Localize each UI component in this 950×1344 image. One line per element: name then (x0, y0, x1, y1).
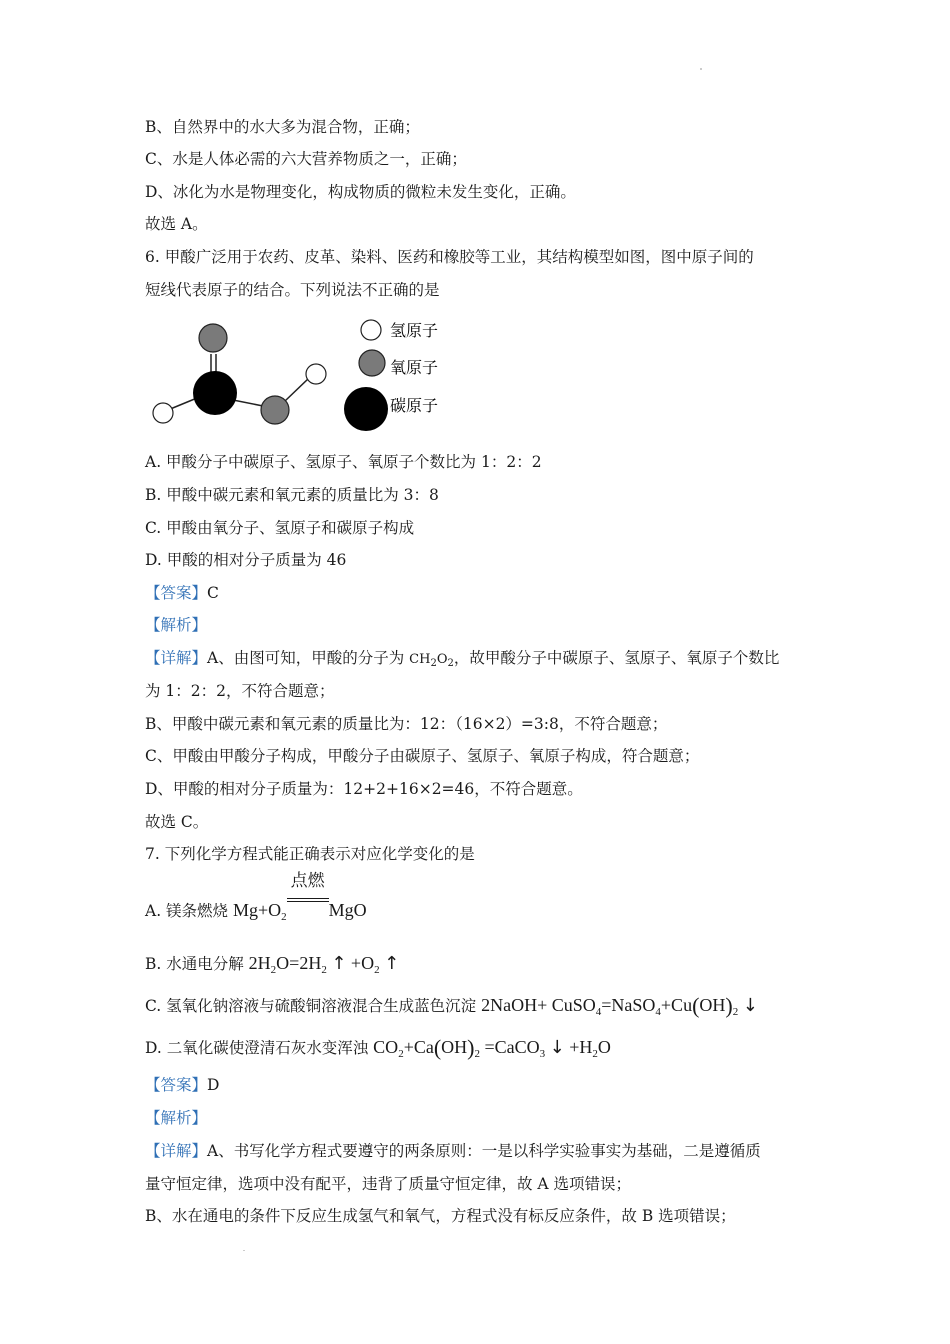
detail-line: 量守恒定律，选项中没有配平，违背了质量守恒定律，故 A 选项错误； (145, 1175, 632, 1193)
text-line: B、自然界中的水大多为混合物，正确； (145, 118, 420, 136)
q7-option-c (145, 994, 758, 1017)
speck (700, 68, 702, 70)
detail-line: B、甲酸中碳元素和氧元素的质量比为：12：（16×2）=3:8，不符合题意； (145, 715, 668, 733)
detail-text: ，故甲酸分子中碳原子、氢原子、氧原子个数比 (453, 649, 780, 667)
legend-carbon-swatch (344, 387, 388, 431)
equation: $2H_2O=2H_2$ ↑ $+O_2$ ↑ (248, 953, 400, 976)
option-label: C. 氢氧化钠溶液与硫酸铜溶液混合生成蓝色沉淀 (145, 997, 482, 1015)
answer-tag: 【答案】 (145, 1076, 208, 1094)
legend-carbon: 碳原子 (390, 396, 439, 415)
legend-hydrogen: 氢原子 (390, 321, 439, 340)
detail-line (145, 647, 779, 671)
oxygen-atom (199, 324, 227, 352)
detail-text: A、书写化学方程式要遵守的两条原则：一是以科学实验事实为基础，二是遵循质 (207, 1142, 761, 1160)
equation: $CO_2+Ca(OH)_2$ =CaCO$_3$ ↓ $+H_2O$ (373, 1035, 611, 1060)
detail-line: 为 1：2：2，不符合题意； (145, 682, 335, 700)
equation: $Mg+O_2$ 点燃 MgO (232, 871, 367, 923)
option-a: A. 甲酸分子中碳原子、氢原子、氧原子个数比为 1：2：2 (145, 453, 542, 471)
q7-option-d (145, 1036, 611, 1059)
legend-oxygen: 氧原子 (390, 358, 439, 377)
hydrogen-atom (153, 403, 173, 423)
option-label: D. 二氧化碳使澄清石灰水变浑浊 (145, 1039, 374, 1057)
answer-value: D (207, 1076, 220, 1094)
detail-tag: 【详解】 (145, 1142, 208, 1160)
legend-hydrogen-swatch (361, 320, 381, 340)
oxygen-atom (261, 396, 289, 424)
answer-value: C (207, 584, 219, 602)
detail-tag: 【详解】 (145, 649, 208, 667)
option-b: B. 甲酸中碳元素和氧元素的质量比为 3：8 (145, 486, 439, 504)
detail-line: 故选 C。 (145, 813, 209, 831)
carbon-atom (193, 371, 237, 415)
analysis-tag: 【解析】 (145, 1109, 208, 1127)
answer-line (145, 1074, 219, 1096)
text-line: 故选 A。 (145, 215, 208, 233)
formic-acid-model (145, 318, 485, 438)
reaction-condition: 点燃 (287, 894, 329, 916)
formula: $CH_2O_2$ (409, 652, 454, 669)
question-6-text: 短线代表原子的结合。下列说法不正确的是 (145, 281, 440, 299)
option-d: D. 甲酸的相对分子质量为 46 (145, 551, 347, 569)
option-label: A. 镁条燃烧 (145, 902, 233, 920)
text-line: D、冰化为水是物理变化，构成物质的微粒未发生变化，正确。 (145, 183, 576, 201)
bond-o-h (285, 378, 309, 401)
q7-option-a (145, 871, 367, 923)
text-line: C、水是人体必需的六大营养物质之一，正确； (145, 150, 467, 168)
question-6-text: 6. 甲酸广泛用于农药、皮革、染料、医药和橡胶等工业，其结构模型如图，图中原子间的 (145, 248, 754, 266)
bond-c-o (233, 400, 263, 406)
legend-oxygen-swatch (359, 350, 385, 376)
question-7-text: 7. 下列化学方程式能正确表示对应化学变化的是 (145, 845, 475, 863)
detail-line: D、甲酸的相对分子质量为：12+2+16×2=46，不符合题意。 (145, 780, 583, 798)
hydrogen-atom (306, 364, 326, 384)
equation: 2NaOH+ $CuSO_4=NaSO_4+Cu(OH)_2$ ↓ (481, 993, 758, 1018)
answer-tag: 【答案】 (145, 584, 208, 602)
answer-line (145, 582, 219, 604)
option-c: C. 甲酸由氧分子、氢原子和碳原子构成 (145, 519, 415, 537)
analysis-tag: 【解析】 (145, 616, 208, 634)
detail-line (145, 1140, 761, 1162)
option-label: B. 水通电分解 (145, 955, 249, 973)
q7-option-b (145, 952, 399, 975)
detail-line: B、水在通电的条件下反应生成氢气和氧气，方程式没有标反应条件，故 B 选项错误； (145, 1207, 736, 1225)
detail-line: C、甲酸由甲酸分子构成，甲酸分子由碳原子、氢原子、氧原子构成，符合题意； (145, 747, 700, 765)
speck (243, 1250, 245, 1251)
detail-text: A、由图可知，甲酸的分子为 (207, 649, 410, 667)
